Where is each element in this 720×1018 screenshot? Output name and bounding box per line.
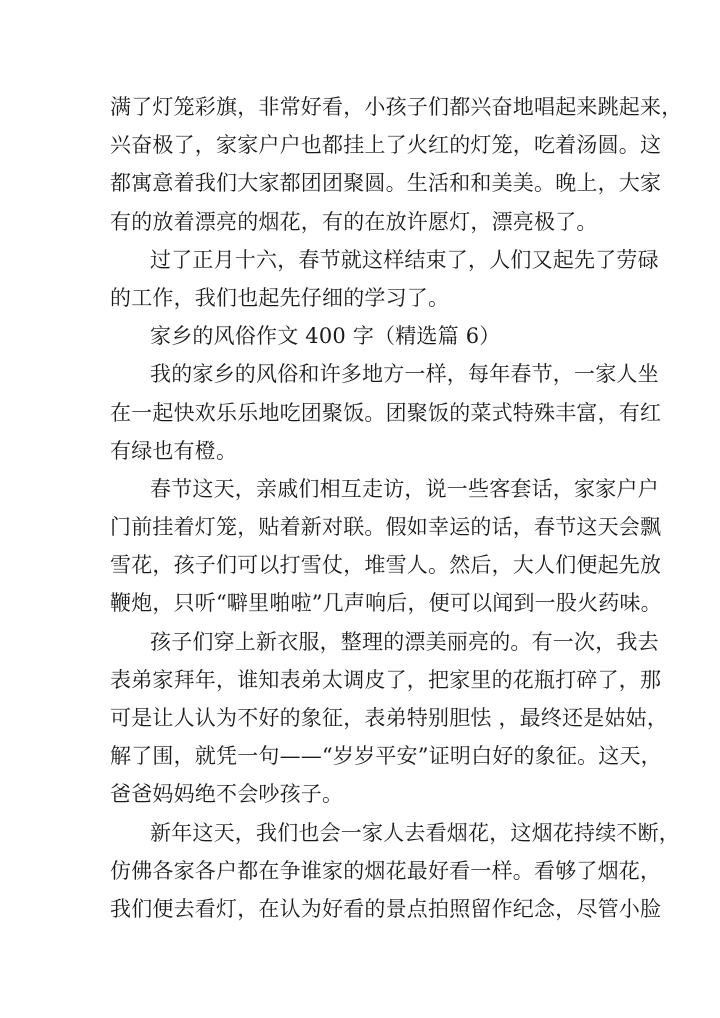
- paragraph-first-line: 新年这天，我们也会一家人去看烟花，这烟花持续不断，: [150, 820, 680, 845]
- paragraph-first-line: 春节这天，亲戚们相互走访，说一些客套话，家家户户: [150, 476, 659, 501]
- paragraph-first-line: 孩子们穿上新衣服，整理的漂美丽亮的。有一次，我去: [150, 629, 659, 654]
- text-line: 可是让人认为不好的象征，表弟特别胆怯 ，最终还是姑姑，: [110, 706, 669, 730]
- section-heading: 家乡的风俗作文 400 字（精选篇 6）: [150, 324, 501, 349]
- text-line: 雪花，孩子们可以打雪仗，堆雪人。然后，大人们便起先放: [110, 553, 662, 578]
- text-line: 爸爸妈妈绝不会吵孩子。: [110, 782, 344, 807]
- text-line: 的工作，我们也起先仔细的学习了。: [110, 285, 450, 310]
- text-line: 门前挂着灯笼，贴着新对联。假如幸运的话，春节这天会飘: [110, 515, 662, 540]
- text-line: 满了灯笼彩旗，非常好看，小孩子们都兴奋地唱起来跳起来，: [110, 95, 683, 119]
- text-line: 表弟家拜年，谁知表弟太调皮了，把家里的花瓶打碎了，那: [110, 667, 662, 692]
- text-line: 有绿也有橙。: [110, 438, 238, 463]
- text-line: 仿佛各家各户都在争谁家的烟花最好看一样。看够了烟花，: [110, 858, 662, 883]
- text-line: 我们便去看灯，在认为好看的景点拍照留作纪念，尽管小脸: [110, 896, 662, 921]
- text-line: 在一起快欢乐乐地吃团聚饭。团聚饭的菜式特殊丰富，有红: [110, 400, 662, 425]
- text-line: 鞭炮，只听“噼里啪啦”几声响后，便可以闻到一股火药味。: [110, 591, 662, 616]
- text-line: 都寓意着我们大家都团团聚圆。生活和和美美。晚上，大家: [110, 171, 662, 196]
- document-body: [110, 88, 683, 928]
- text-line: 有的放着漂亮的烟花，有的在放许愿灯，漂亮极了。: [110, 209, 598, 234]
- text-line: 解了围，就凭一句——“岁岁平安”证明白好的象征。这天，: [110, 744, 662, 769]
- paragraph-first-line: 我的家乡的风俗和许多地方一样，每年春节，一家人坐: [150, 362, 659, 387]
- paragraph-first-line: 过了正月十六，春节就这样结束了，人们又起先了劳碌: [150, 247, 659, 272]
- text-line: 兴奋极了，家家户户也都挂上了火红的灯笼，吃着汤圆。这: [110, 133, 662, 158]
